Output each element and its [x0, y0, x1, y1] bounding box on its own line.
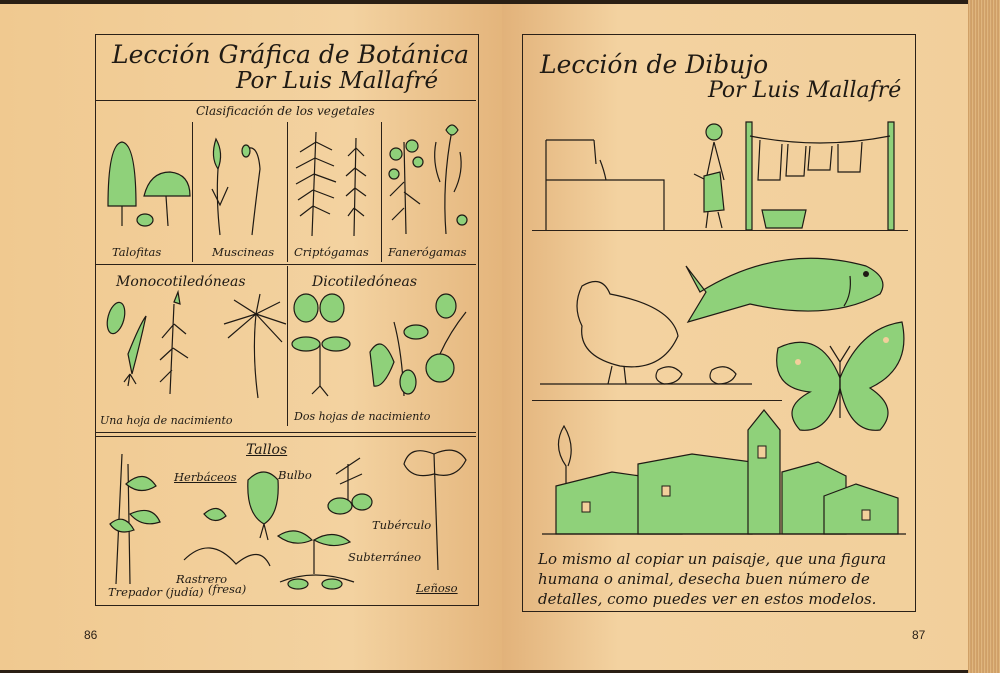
class-label-muscineas: Muscineas [212, 245, 275, 259]
right-page [502, 4, 968, 670]
stem-label-herbaceos: Herbáceos [174, 470, 237, 484]
criptogamas-illustration [292, 128, 382, 238]
divider-middle-1 [96, 264, 476, 265]
drawing-caption-line3: detalles, como puedes ver en estos modelos. [538, 590, 877, 608]
class-label-fanerogamas: Fanerógamas [388, 245, 467, 259]
left-page-number: 86 [84, 628, 98, 642]
fanerogamas-illustration [384, 122, 474, 240]
stem-label-rastrero: Rastrero [176, 572, 228, 586]
stem-label-subterraneo: Subterráneo [348, 550, 422, 564]
stem-label-tuberculo: Tubérculo [372, 518, 432, 532]
stems-heading: Tallos [246, 442, 288, 458]
monocot-caption: Una hoja de nacimiento [100, 414, 233, 427]
scene-divider-2 [532, 400, 782, 401]
left-title-line2: Por Luis Mallafré [236, 68, 439, 94]
right-title-line1: Lección de Dibujo [540, 50, 769, 79]
stem-label-trepador: Trepador (judía) [108, 585, 204, 599]
class-label-talofitas: Talofitas [112, 245, 162, 259]
mono-dicot-divider [287, 266, 288, 426]
dicot-illustration [290, 292, 476, 410]
laundry-scene-illustration [544, 120, 904, 232]
right-page-number: 87 [912, 628, 926, 642]
muscineas-illustration [200, 129, 285, 239]
col-divider-2 [287, 122, 288, 262]
book-page-edges [968, 0, 1000, 673]
scene-divider-1 [532, 230, 908, 231]
dicot-heading: Dicotiledóneas [312, 274, 418, 290]
stem-label-bulbo: Bulbo [278, 468, 312, 482]
dicot-caption: Dos hojas de nacimiento [294, 410, 431, 423]
monocot-illustration [100, 294, 286, 404]
drawing-caption-line1: Lo mismo al copiar un paisaje, que una figura [538, 550, 887, 568]
village-illustration [542, 406, 906, 542]
monocot-heading: Monocotiledóneas [116, 274, 246, 290]
divider-middle-3 [96, 436, 476, 437]
left-page [0, 4, 502, 670]
col-divider-1 [192, 122, 193, 262]
divider-top [96, 100, 476, 101]
drawing-caption-line2: humana o animal, desecha buen número de [538, 570, 870, 588]
class-label-criptogamas: Criptógamas [294, 245, 369, 259]
divider-middle-2 [96, 432, 476, 433]
stem-label-fresa: (fresa) [208, 582, 247, 596]
classification-heading: Clasificación de los vegetales [196, 104, 375, 118]
talofitas-illustration [100, 134, 190, 234]
right-title-line2: Por Luis Mallafré [708, 78, 902, 103]
hen-and-chicks-illustration [542, 266, 752, 396]
left-title-line1: Lección Gráfica de Botánica [112, 40, 469, 69]
stem-label-lenoso: Leñoso [416, 581, 458, 595]
